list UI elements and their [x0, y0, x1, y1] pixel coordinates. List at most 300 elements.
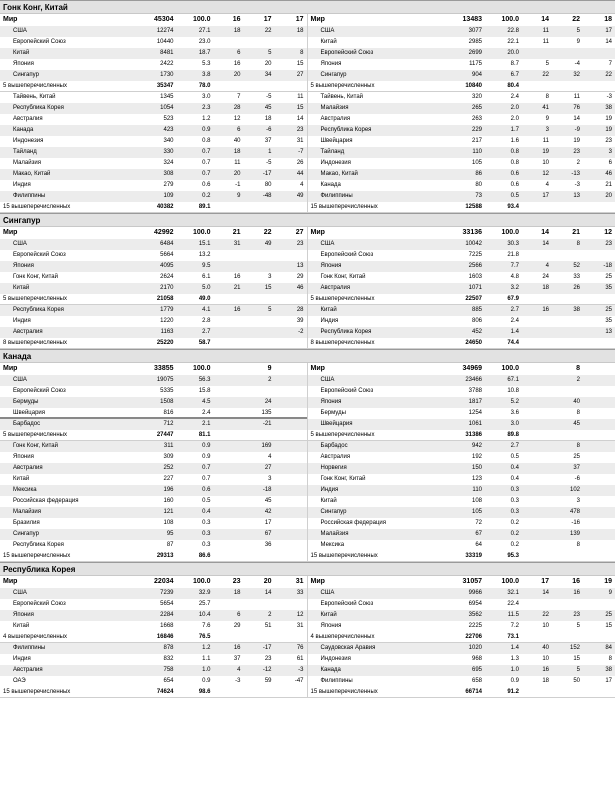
world-total-row: [308, 576, 615, 588]
share-cell: 3.8: [202, 72, 211, 78]
table-row: [0, 26, 307, 37]
change-cell-1: [519, 430, 549, 440]
change-cell-3: [580, 474, 615, 485]
section-title: Сингапур: [0, 213, 615, 227]
change-cell-1: [519, 507, 549, 518]
change-cell-1: [211, 316, 241, 327]
section-body: [0, 14, 615, 213]
table-row: [308, 529, 615, 540]
share-cell: 22.4: [507, 601, 519, 607]
change-cell-3: [272, 551, 307, 561]
change-cell-3: 7: [608, 61, 612, 67]
share-cell: 23.0: [198, 39, 211, 45]
change-cell-1: [211, 452, 241, 463]
share-cell: 2.7: [202, 329, 211, 335]
change-cell-3: [272, 687, 307, 697]
value-cell: 109: [163, 193, 174, 199]
value-cell: 74624: [156, 689, 174, 695]
change-cell-1: [519, 250, 549, 261]
share-cell: 49.0: [198, 296, 211, 302]
value-cell: 263: [471, 116, 482, 122]
partner-name: Индия: [13, 656, 31, 662]
partner-name: Бермуды: [320, 410, 346, 416]
change-cell-2: 5: [576, 623, 580, 629]
change-cell-3: [580, 485, 615, 496]
table-row: [308, 463, 615, 474]
value-cell: 19075: [156, 377, 174, 383]
value-cell: 123: [471, 476, 482, 482]
partner-name: Бермуды: [13, 399, 39, 405]
partner-name: Сингапур: [13, 531, 39, 537]
change-cell-2: 23: [573, 149, 580, 155]
value-cell: 1254: [468, 410, 482, 416]
change-cell-3: [272, 397, 307, 408]
change-cell-1: 16: [542, 667, 549, 673]
partner-name: Швейцария: [320, 138, 353, 144]
change-cell-2: 13: [573, 193, 580, 199]
change-cell-3: 33: [296, 590, 304, 596]
value-cell: 25220: [156, 340, 174, 346]
change-cell-3: -18: [603, 263, 612, 269]
value-cell: 108: [163, 520, 174, 526]
table-row: [308, 180, 615, 191]
share-cell: 10.4: [198, 612, 211, 618]
partner-name: 8 вышеперечисленных: [3, 340, 67, 346]
value-cell: 7239: [160, 590, 174, 596]
world-total-row: [0, 576, 307, 588]
value-cell: 1345: [160, 94, 174, 100]
change-cell-3: [272, 632, 307, 642]
value-cell: 1779: [160, 307, 174, 313]
change-cell-3: [272, 419, 307, 430]
change-cell-2: 45: [264, 105, 272, 111]
partner-name: Канада: [320, 182, 341, 188]
share-cell: 0.9: [510, 678, 519, 684]
share-cell: 0.6: [510, 171, 519, 177]
table-row: [308, 114, 615, 125]
change-cell-2: [549, 250, 580, 261]
table-row: [308, 125, 615, 136]
change-cell-2: 34: [264, 72, 272, 78]
change-cell-1: [519, 408, 549, 419]
partner-name: 15 вышеперечисленных: [3, 553, 71, 559]
change-cell-1: 21: [232, 229, 241, 236]
change-cell-2: -16: [571, 520, 580, 526]
share-cell: 0.9: [202, 454, 211, 460]
change-cell-3: 13: [605, 329, 612, 335]
table-row: [308, 643, 615, 654]
table-row: [0, 599, 307, 610]
share-cell: 0.3: [202, 531, 211, 537]
partner-name: Бразилия: [13, 520, 40, 526]
value-cell: 13483: [462, 16, 482, 23]
change-cell-2: 2: [576, 160, 580, 166]
partner-name: Япония: [320, 263, 342, 269]
partner-name: Саудовская Аравия: [320, 645, 376, 651]
value-cell: 6484: [160, 241, 174, 247]
table-row: [0, 158, 307, 169]
share-cell: 100.0: [192, 365, 211, 372]
change-cell-3: -2: [298, 329, 304, 335]
value-cell: 6954: [468, 601, 482, 607]
change-cell-3: [580, 338, 615, 348]
change-cell-1: 4: [545, 182, 549, 188]
share-cell: 0.7: [202, 160, 211, 166]
change-cell-2: -12: [262, 667, 272, 673]
share-cell: 1.4: [510, 329, 519, 335]
partner-name: Мексика: [320, 542, 345, 548]
change-cell-3: 19: [605, 127, 612, 133]
change-cell-2: 59: [264, 678, 272, 684]
value-cell: 64: [475, 542, 482, 548]
value-cell: 252: [163, 465, 174, 471]
table-row: [308, 474, 615, 485]
share-cell: 7.7: [510, 263, 519, 269]
imports-table: [307, 14, 615, 213]
imports-table: [307, 363, 615, 562]
change-cell-2: 135: [261, 410, 272, 416]
partner-name: Мир: [3, 578, 18, 585]
change-cell-3: 22: [605, 72, 612, 78]
subtotal-row: [308, 202, 615, 213]
change-cell-1: [211, 327, 241, 338]
change-cell-1: 14: [541, 229, 549, 236]
partner-name: Республика Корея: [13, 542, 64, 548]
table-row: [308, 507, 615, 518]
change-cell-3: [272, 485, 307, 496]
change-cell-3: [580, 294, 615, 304]
table-row: [308, 676, 615, 687]
partner-name: Япония: [13, 612, 34, 618]
change-cell-1: [211, 419, 241, 430]
change-cell-2: -13: [571, 171, 580, 177]
partner-name: Европейский Союз: [320, 50, 374, 56]
table-row: [308, 408, 615, 419]
value-cell: 27447: [156, 432, 174, 438]
change-cell-1: [211, 518, 241, 529]
world-total-row: [308, 363, 615, 375]
share-cell: 32.1: [507, 590, 519, 596]
change-cell-3: 27: [295, 229, 304, 236]
partner-name: США: [320, 377, 335, 383]
change-cell-1: [211, 529, 241, 540]
change-cell-2: 5: [268, 307, 272, 313]
change-cell-1: 17: [541, 578, 549, 585]
change-cell-2: [241, 430, 272, 440]
value-cell: 95: [166, 531, 174, 537]
imports-table: [307, 227, 615, 349]
change-cell-2: 67: [264, 531, 272, 537]
change-cell-2: 15: [573, 656, 580, 662]
partner-name: Республика Корея: [13, 307, 64, 313]
change-cell-1: 10: [542, 656, 549, 662]
change-cell-2: [241, 632, 272, 642]
change-cell-1: [519, 518, 549, 529]
change-cell-2: [241, 386, 272, 397]
table-row: [0, 239, 307, 250]
partner-name: 15 вышеперечисленных: [310, 204, 378, 210]
change-cell-1: [519, 485, 549, 496]
table-row: [308, 37, 615, 48]
partner-name: 5 вышеперечисленных: [3, 296, 67, 302]
value-cell: 45304: [154, 16, 174, 23]
table-row: [0, 191, 307, 202]
partner-name: Австралия: [13, 116, 43, 122]
change-cell-1: 14: [542, 241, 549, 247]
change-cell-2: 18: [264, 116, 272, 122]
partner-name: ОАЭ: [13, 678, 26, 684]
share-cell: 1.6: [510, 138, 519, 144]
change-cell-2: [241, 316, 272, 327]
value-cell: 16846: [156, 634, 174, 640]
table-row: [0, 654, 307, 665]
value-cell: 67: [475, 531, 482, 537]
change-cell-3: [272, 529, 307, 540]
change-cell-1: 19: [542, 149, 549, 155]
change-cell-1: 18: [233, 28, 241, 34]
share-cell: 7.6: [202, 623, 211, 629]
change-cell-1: 37: [233, 656, 241, 662]
change-cell-3: 39: [296, 318, 304, 324]
change-cell-2: 2: [576, 377, 580, 383]
table-row: [308, 158, 615, 169]
change-cell-3: [272, 386, 307, 397]
value-cell: 1730: [160, 72, 174, 78]
partner-name: Китай: [13, 623, 30, 629]
change-cell-2: [549, 294, 580, 304]
share-cell: 0.7: [202, 171, 211, 177]
change-cell-1: 22: [542, 612, 549, 618]
share-cell: 18.7: [198, 50, 211, 56]
share-cell: 100.0: [192, 578, 211, 585]
partner-name: 4 вышеперечисленных: [3, 634, 67, 640]
value-cell: 9966: [468, 590, 482, 596]
value-cell: 1220: [160, 318, 174, 324]
change-cell-2: [549, 386, 580, 397]
share-cell: 5.3: [202, 61, 211, 67]
value-cell: 4095: [160, 263, 174, 269]
change-cell-2: [549, 338, 580, 348]
partner-name: Европейский Союз: [320, 601, 374, 607]
change-cell-2: 3: [268, 476, 272, 482]
table-row: [308, 169, 615, 180]
partner-name: Мир: [310, 16, 325, 23]
partner-name: Филиппины: [320, 193, 353, 199]
change-cell-2: 42: [264, 509, 272, 515]
partner-name: Мир: [3, 229, 18, 236]
change-cell-3: 23: [296, 241, 304, 247]
table-row: [308, 103, 615, 114]
share-cell: 8.7: [510, 61, 519, 67]
change-cell-2: 20: [264, 61, 272, 67]
change-cell-3: [272, 430, 307, 440]
change-cell-3: [272, 441, 307, 452]
value-cell: 23466: [465, 377, 482, 383]
share-cell: 0.9: [202, 443, 211, 449]
subtotal-row: [308, 551, 615, 562]
value-cell: 73: [475, 193, 482, 199]
share-cell: 3.6: [510, 410, 519, 416]
value-cell: 8481: [160, 50, 174, 56]
partner-name: Австралия: [13, 667, 43, 673]
partner-name: Индия: [320, 487, 339, 493]
change-cell-3: 14: [296, 116, 304, 122]
value-cell: 3077: [468, 28, 482, 34]
share-cell: 100.0: [501, 578, 519, 585]
share-cell: 0.7: [202, 149, 211, 155]
change-cell-2: 40: [573, 399, 580, 405]
change-cell-2: 20: [263, 578, 272, 585]
change-cell-3: 76: [296, 645, 304, 651]
table-row: [0, 588, 307, 599]
value-cell: 968: [471, 656, 482, 662]
value-cell: 3562: [468, 612, 482, 618]
change-cell-2: [241, 37, 272, 48]
value-cell: 87: [166, 542, 174, 548]
change-cell-3: 46: [605, 171, 612, 177]
share-cell: 11.5: [507, 612, 519, 618]
change-cell-3: 12: [604, 229, 612, 236]
change-cell-1: [519, 452, 549, 463]
share-cell: 73.1: [507, 634, 519, 640]
table-row: [0, 70, 307, 81]
share-cell: 4.1: [202, 307, 211, 313]
share-cell: 74.4: [507, 340, 519, 346]
share-cell: 1.4: [510, 645, 519, 651]
change-cell-3: [272, 294, 307, 304]
change-cell-2: [241, 81, 272, 91]
change-cell-2: [241, 327, 272, 338]
change-cell-1: [519, 540, 549, 551]
share-cell: 5.2: [510, 399, 519, 405]
partner-name: Канада: [320, 667, 341, 673]
subtotal-row: [308, 430, 615, 441]
change-cell-3: 35: [605, 285, 612, 291]
table-row: [0, 610, 307, 621]
change-cell-1: 14: [541, 16, 549, 23]
change-cell-3: [580, 529, 615, 540]
table-row: [0, 665, 307, 676]
table-row: [308, 654, 615, 665]
value-cell: 72: [475, 520, 482, 526]
share-cell: 6.7: [510, 72, 519, 78]
table-row: [0, 463, 307, 474]
change-cell-1: 6: [237, 612, 241, 618]
change-cell-2: 139: [569, 531, 580, 537]
table-row: [0, 136, 307, 147]
change-cell-1: [211, 485, 241, 496]
subtotal-row: [308, 81, 615, 92]
value-cell: 832: [163, 656, 174, 662]
partner-name: Филиппины: [320, 678, 353, 684]
value-cell: 311: [163, 443, 174, 449]
change-cell-3: 38: [605, 105, 612, 111]
partner-name: Швейцария: [13, 410, 46, 416]
table-row: [0, 386, 307, 397]
share-cell: 3.2: [510, 285, 519, 291]
partner-name: Китай: [13, 50, 30, 56]
subtotal-row: [0, 687, 307, 698]
share-cell: 2.3: [202, 105, 211, 111]
change-cell-1: [211, 397, 241, 408]
table-row: [308, 261, 615, 272]
change-cell-1: 4: [237, 667, 241, 673]
share-cell: 2.8: [202, 318, 211, 324]
change-cell-3: 23: [605, 241, 612, 247]
table-row: [0, 180, 307, 191]
subtotal-row: [0, 430, 307, 441]
change-cell-2: -3: [574, 182, 580, 188]
change-cell-2: [549, 316, 580, 327]
change-cell-1: 24: [542, 274, 549, 280]
value-cell: 108: [471, 498, 482, 504]
change-cell-3: 31: [296, 623, 304, 629]
value-cell: 2170: [160, 285, 174, 291]
world-total-row: [308, 14, 615, 26]
share-cell: 15.8: [198, 388, 211, 394]
share-cell: 0.6: [510, 182, 519, 188]
value-cell: 695: [471, 667, 482, 673]
share-cell: 2.4: [202, 410, 211, 416]
change-cell-3: 15: [296, 61, 304, 67]
change-cell-3: 44: [296, 171, 304, 177]
change-cell-3: 18: [296, 28, 304, 34]
value-cell: 5664: [160, 252, 174, 258]
change-cell-3: [580, 551, 615, 561]
change-cell-2: [549, 632, 580, 642]
partner-name: Мир: [310, 229, 325, 236]
change-cell-3: [272, 250, 307, 261]
change-cell-3: [580, 518, 615, 529]
partner-name: США: [320, 241, 335, 247]
share-cell: 10.8: [507, 388, 519, 394]
change-cell-1: 41: [542, 105, 549, 111]
change-cell-3: 25: [605, 307, 612, 313]
table-row: [0, 621, 307, 632]
share-cell: 0.8: [202, 138, 211, 144]
change-cell-3: [580, 599, 615, 610]
value-cell: 31386: [465, 432, 482, 438]
change-cell-1: [519, 48, 549, 59]
table-row: [0, 283, 307, 294]
table-row: [0, 408, 307, 419]
table-row: [0, 261, 307, 272]
subtotal-row: [0, 81, 307, 92]
partner-name: Мир: [3, 16, 18, 23]
share-cell: 0.5: [202, 498, 211, 504]
change-cell-3: [580, 250, 615, 261]
value-cell: 5654: [160, 601, 174, 607]
change-cell-1: [211, 386, 241, 397]
value-cell: 320: [471, 94, 482, 100]
partner-name: Мексика: [13, 487, 37, 493]
partner-name: Канада: [13, 127, 34, 133]
table-row: [0, 305, 307, 316]
change-cell-2: [241, 338, 272, 348]
change-cell-1: 21: [233, 285, 241, 291]
value-cell: 40382: [156, 204, 174, 210]
table-row: [0, 37, 307, 48]
change-cell-3: [580, 441, 615, 452]
partner-name: Индия: [13, 182, 31, 188]
share-cell: 0.8: [510, 149, 519, 155]
value-cell: 2225: [468, 623, 482, 629]
change-cell-2: 14: [264, 590, 272, 596]
change-cell-3: [580, 632, 615, 642]
value-cell: 105: [471, 509, 482, 515]
value-cell: 21058: [156, 296, 174, 302]
change-cell-1: [519, 294, 549, 304]
